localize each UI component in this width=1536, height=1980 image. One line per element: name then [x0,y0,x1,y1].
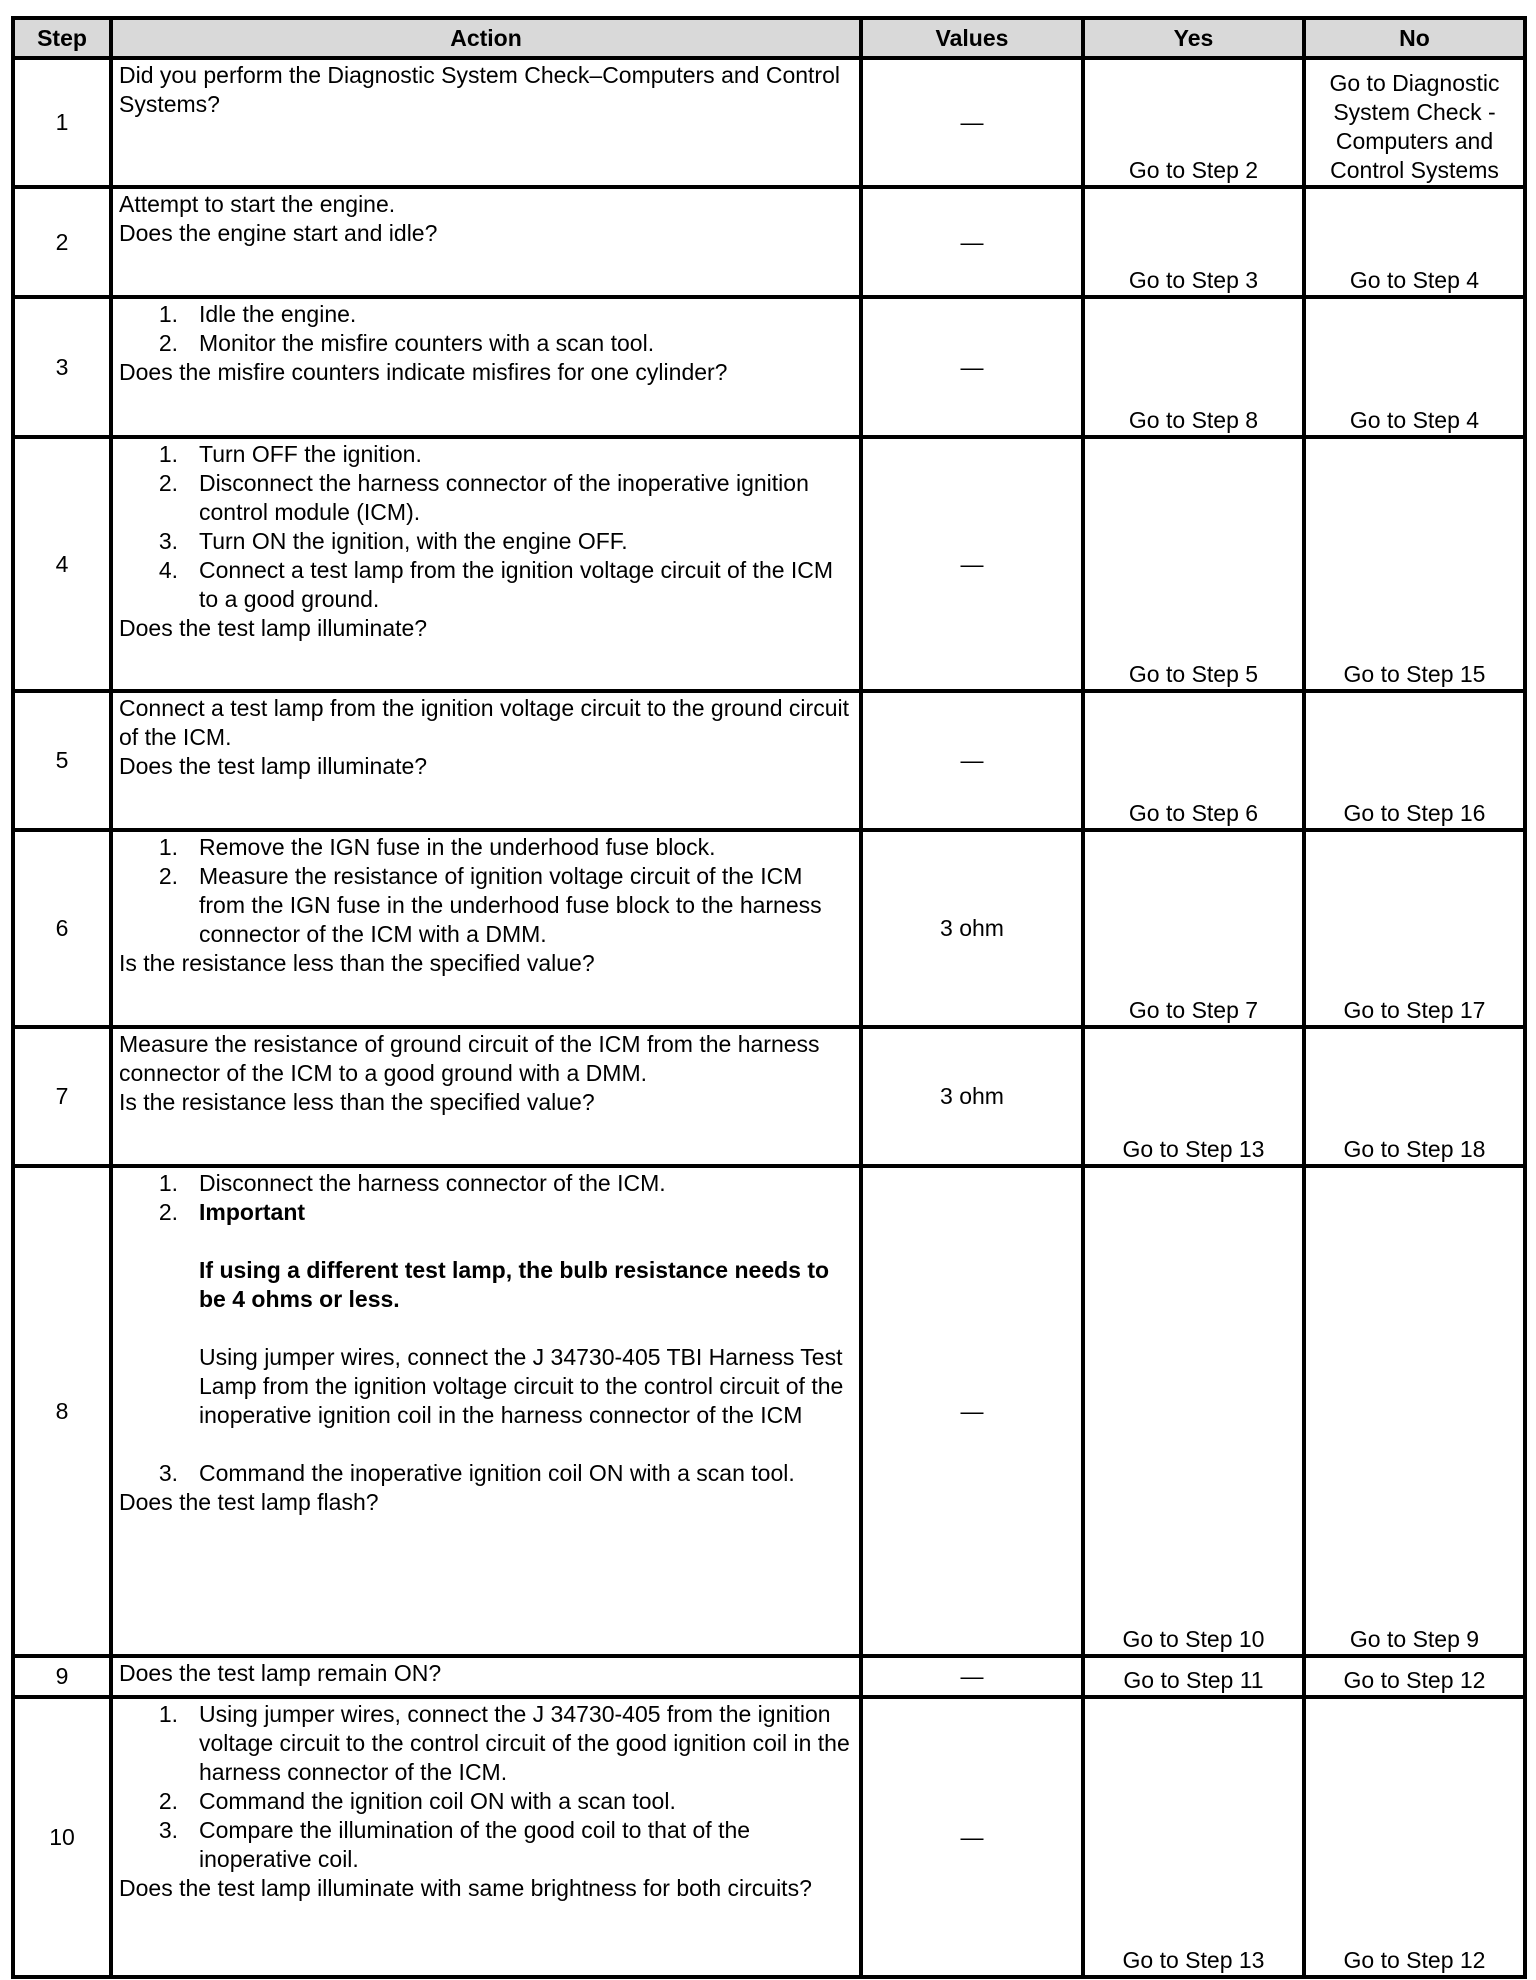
action-cell [111,297,861,437]
question-text: Is the resistance less than the specified value? [119,950,595,976]
no-cell: Go to Step 4 [1304,187,1525,297]
action-cell [111,437,861,691]
action-cell [111,1656,861,1697]
list-item: 1. Turn OFF the ignition. [158,441,422,467]
yes-cell: Go to Step 7 [1083,830,1304,1027]
no-cell: Go to Step 4 [1304,297,1525,437]
item-text: Using jumper wires, connect the J 34730-405 TBI Harness Test Lamp from the ignition voltage circuit to the control circuit of the inoperative ignition coil in the harness connector of the ICM [199,1344,844,1428]
value-cell: — [861,1656,1083,1697]
table-row [13,187,1525,297]
no-cell: Go to Step 15 [1304,437,1525,691]
value-cell: — [861,297,1083,437]
question-text: Does the test lamp illuminate? [119,615,428,641]
action-cell [111,1027,861,1166]
action-cell [111,1166,861,1656]
step-number: 6 [13,830,111,1027]
list-item: 4. Connect a test lamp from the ignition voltage circuit of the ICM to a good ground. [158,557,834,612]
value-cell: — [861,58,1083,187]
list-item: 2. Disconnect the harness connector of the inoperative ignition control module (ICM). [158,470,809,525]
yes-cell: Go to Step 11 [1083,1656,1304,1697]
step-number: 10 [13,1697,111,1977]
important-label: Important [199,1199,306,1225]
value-cell: — [861,1166,1083,1656]
table-row [13,1027,1525,1166]
list-item: 1. Remove the IGN fuse in the underhood fuse block. [158,834,716,860]
action-cell [111,830,861,1027]
yes-cell: Go to Step 13 [1083,1027,1304,1166]
question-text: Does the engine start and idle? [119,220,438,246]
header-action: Action [111,18,861,58]
no-cell: Go to Step 17 [1304,830,1525,1027]
action-text: Attempt to start the engine. [119,191,396,217]
no-cell: Go to Step 12 [1304,1656,1525,1697]
list-item: 2. Measure the resistance of ignition voltage circuit of the ICM from the IGN fuse in the underhood fuse block to the harness connector of the ICM with a DMM. [158,863,822,947]
value-cell: — [861,187,1083,297]
list-item: 1. Using jumper wires, connect the J 34730-405 from the ignition voltage circuit to the control circuit of the good ignition coil in the harness connector of the ICM. [158,1701,850,1785]
no-cell: Go to Step 16 [1304,691,1525,830]
action-cell [111,691,861,830]
step-number: 9 [13,1656,111,1697]
table-row [13,691,1525,830]
question-text: Does the misfire counters indicate misfires for one cylinder? [119,359,728,385]
yes-cell: Go to Step 13 [1083,1697,1304,1977]
step-number: 8 [13,1166,111,1656]
diagnostic-table [11,16,1527,1979]
yes-cell: Go to Step 5 [1083,437,1304,691]
table-row [13,1166,1525,1656]
value-cell: 3 ohm [861,830,1083,1027]
step-number: 7 [13,1027,111,1166]
table-row [13,830,1525,1027]
yes-cell: Go to Step 3 [1083,187,1304,297]
step-number: 4 [13,437,111,691]
yes-cell: Go to Step 6 [1083,691,1304,830]
step-number: 5 [13,691,111,830]
no-cell: Go to Step 12 [1304,1697,1525,1977]
no-cell: Go to Step 9 [1304,1166,1525,1656]
header-step: Step [13,18,111,58]
value-cell: — [861,691,1083,830]
list-item: 1. Idle the engine. [158,301,357,327]
action-text: Did you perform the Diagnostic System Check–Computers and Control Systems? [119,62,840,117]
list-item: 2. Monitor the misfire counters with a scan tool. [158,330,655,356]
step-number: 2 [13,187,111,297]
yes-cell: Go to Step 2 [1083,58,1304,187]
action-cell [111,1697,861,1977]
list-item: 2. Command the ignition coil ON with a scan tool. [158,1788,676,1814]
question-text: Does the test lamp illuminate? [119,753,428,779]
header-no: No [1304,18,1525,58]
step-number: 1 [13,58,111,187]
list-item: 1. Disconnect the harness connector of the ICM. [158,1170,666,1196]
list-item: 3. Command the inoperative ignition coil ON with a scan tool. [158,1460,795,1486]
important-note: If using a different test lamp, the bulb resistance needs to be 4 ohms or less. [199,1257,830,1312]
list-item: 3. Turn ON the ignition, with the engine OFF. [158,528,628,554]
value-cell: 3 ohm [861,1027,1083,1166]
action-cell [111,187,861,297]
table-row [13,1697,1525,1977]
header-row [13,18,1525,58]
table-row [13,1656,1525,1697]
step-number: 3 [13,297,111,437]
no-cell: Go to Step 18 [1304,1027,1525,1166]
yes-cell: Go to Step 10 [1083,1166,1304,1656]
header-yes: Yes [1083,18,1304,58]
action-text: Does the test lamp remain ON? [119,1660,442,1686]
action-cell [111,58,861,187]
question-text: Does the test lamp illuminate with same brightness for both circuits? [119,1875,812,1901]
question-text: Is the resistance less than the specified value? [119,1089,595,1115]
table-row [13,297,1525,437]
action-text: Connect a test lamp from the ignition voltage circuit to the ground circuit of the ICM. [119,695,849,750]
no-cell: Go to Diagnostic System Check - Computers and Control Systems [1304,58,1525,187]
question-text: Does the test lamp flash? [119,1489,379,1515]
list-item: 3. Compare the illumination of the good coil to that of the inoperative coil. [158,1817,751,1872]
list-item: 2. Important If using a different test lamp, the bulb resistance needs to be 4 ohms or less. Using jumper wires, connect the J 34730-405 TBI Harness Test Lamp from the ignition voltage circuit to the control circuit of the inoperative ignition coil in the harness connector of the ICM [119,1198,853,1430]
value-cell: — [861,1697,1083,1977]
table-row [13,437,1525,691]
header-values: Values [861,18,1083,58]
table-row [13,58,1525,187]
action-text: Measure the resistance of ground circuit of the ICM from the harness connector of the ICM to a good ground with a DMM. [119,1031,820,1086]
yes-cell: Go to Step 8 [1083,297,1304,437]
value-cell: — [861,437,1083,691]
